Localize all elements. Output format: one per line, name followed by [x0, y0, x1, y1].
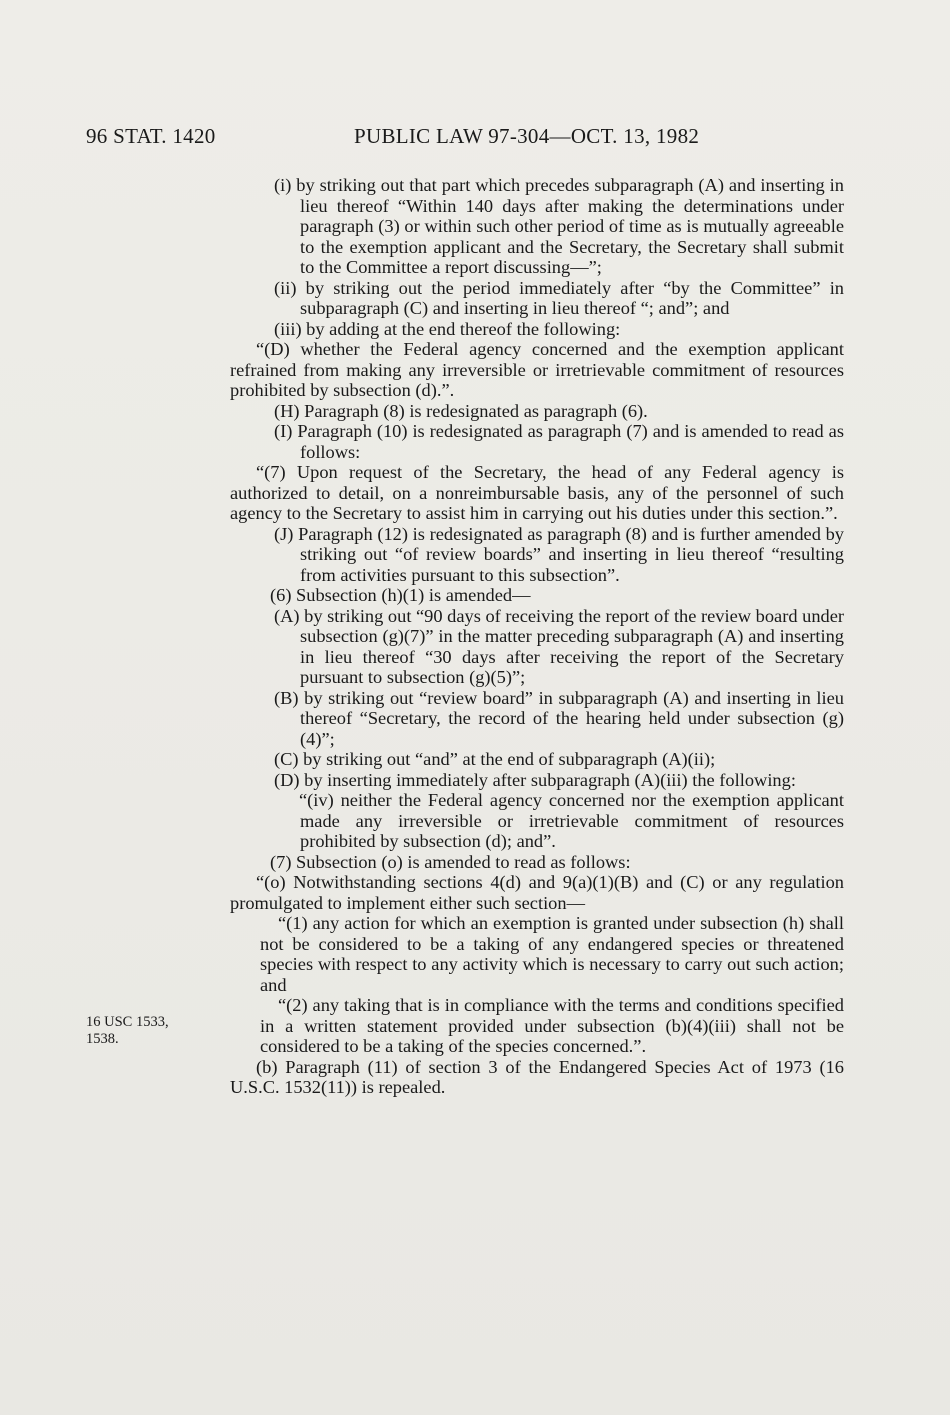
clause-i: (i) by striking out that part which precedes subparagraph (A) and inserting in lieu thereof “Within 140 days after making the determinations under paragraph (3) or within such other period of time as is mutually agreeable to the exemption applicant and the Secretary, the Secretary shall submit to the Committee a report discussing—”;	[274, 175, 844, 277]
paragraph-7: (7) Subsection (o) is amended to read as follows:	[270, 851, 631, 872]
quoted-paragraph-1: “(1) any action for which an exemption is granted under subsection (h) shall not be considered to be a taking of any endangered species or threatened species with respect to any activity which is necessary to carry out such action; and	[260, 913, 844, 995]
subparagraph-c: (C) by striking out “and” at the end of subparagraph (A)(ii);	[274, 749, 716, 769]
quoted-subsection-o: “(o) Notwithstanding sections 4(d) and 9(a)(1)(B) and (C) or any regulation promulgated to implement either such section—	[230, 872, 844, 913]
subparagraph-a: (A) by striking out “90 days of receiving the report of the review board under subsection (g)(7)” in the matter preceding subparagraph (A) and inserting in lieu thereof “30 days after receiving the report of the Secretary pursuant to subsection (g)(5)”;	[274, 605, 844, 687]
subparagraph-d: (D) by inserting immediately after subparagraph (A)(iii) the following:	[274, 769, 796, 790]
statute-page-reference: 96 STAT. 1420	[86, 124, 216, 148]
quoted-paragraph-7: “(7) Upon request of the Secretary, the head of any Federal agency is authorized to detail, on a nonreimbursable basis, any of the personnel of such agency to the Secretary to assist him in carrying out his duties under this section.”.	[230, 462, 844, 523]
paragraph-6: (6) Subsection (h)(1) is amended—	[270, 585, 531, 605]
quoted-clause-iv: “(iv) neither the Federal agency concerned nor the exemption applicant made any irreversible or irretrievable commitment of resources prohibited by subsection (d); and”.	[299, 790, 844, 851]
statute-text	[230, 175, 844, 1098]
subparagraph-h: (H) Paragraph (8) is redesignated as paragraph (6).	[274, 400, 648, 421]
subsection-b: (b) Paragraph (11) of section 3 of the Endangered Species Act of 1973 (16 U.S.C. 1532(11)) is repealed.	[230, 1056, 844, 1097]
running-head: PUBLIC LAW 97-304—OCT. 13, 1982	[354, 124, 700, 148]
quoted-subparagraph-d: “(D) whether the Federal agency concerned and the exemption applicant refrained from making any irreversible or irretrievable commitment of resources prohibited by subsection (d).”.	[230, 339, 844, 400]
margin-citation-line: 1538.	[86, 1031, 119, 1047]
subparagraph-i: (I) Paragraph (10) is redesignated as paragraph (7) and is amended to read as follows:	[274, 421, 844, 462]
margin-citation-line: 16 USC 1533,	[86, 1014, 169, 1030]
subparagraph-j: (J) Paragraph (12) is redesignated as paragraph (8) and is further amended by striking out “of review boards” and inserting in lieu thereof “resulting from activities pursuant to this subsection”.	[274, 523, 844, 585]
quoted-paragraph-2: “(2) any taking that is in compliance with the terms and conditions specified in a written statement provided under subsection (b)(4)(iii) shall not be considered to be a taking of the species concerned.”.	[260, 995, 844, 1056]
subparagraph-b: (B) by striking out “review board” in subparagraph (A) and inserting in lieu thereof “Secretary, the record of the hearing held under subsection (g)(4)”;	[274, 687, 844, 749]
margin-citation	[86, 1014, 169, 1048]
clause-ii: (ii) by striking out the period immediately after “by the Committee” in subparagraph (C) and inserting in lieu thereof “; and”; and	[274, 277, 844, 318]
clause-iii: (iii) by adding at the end thereof the following:	[274, 318, 621, 339]
